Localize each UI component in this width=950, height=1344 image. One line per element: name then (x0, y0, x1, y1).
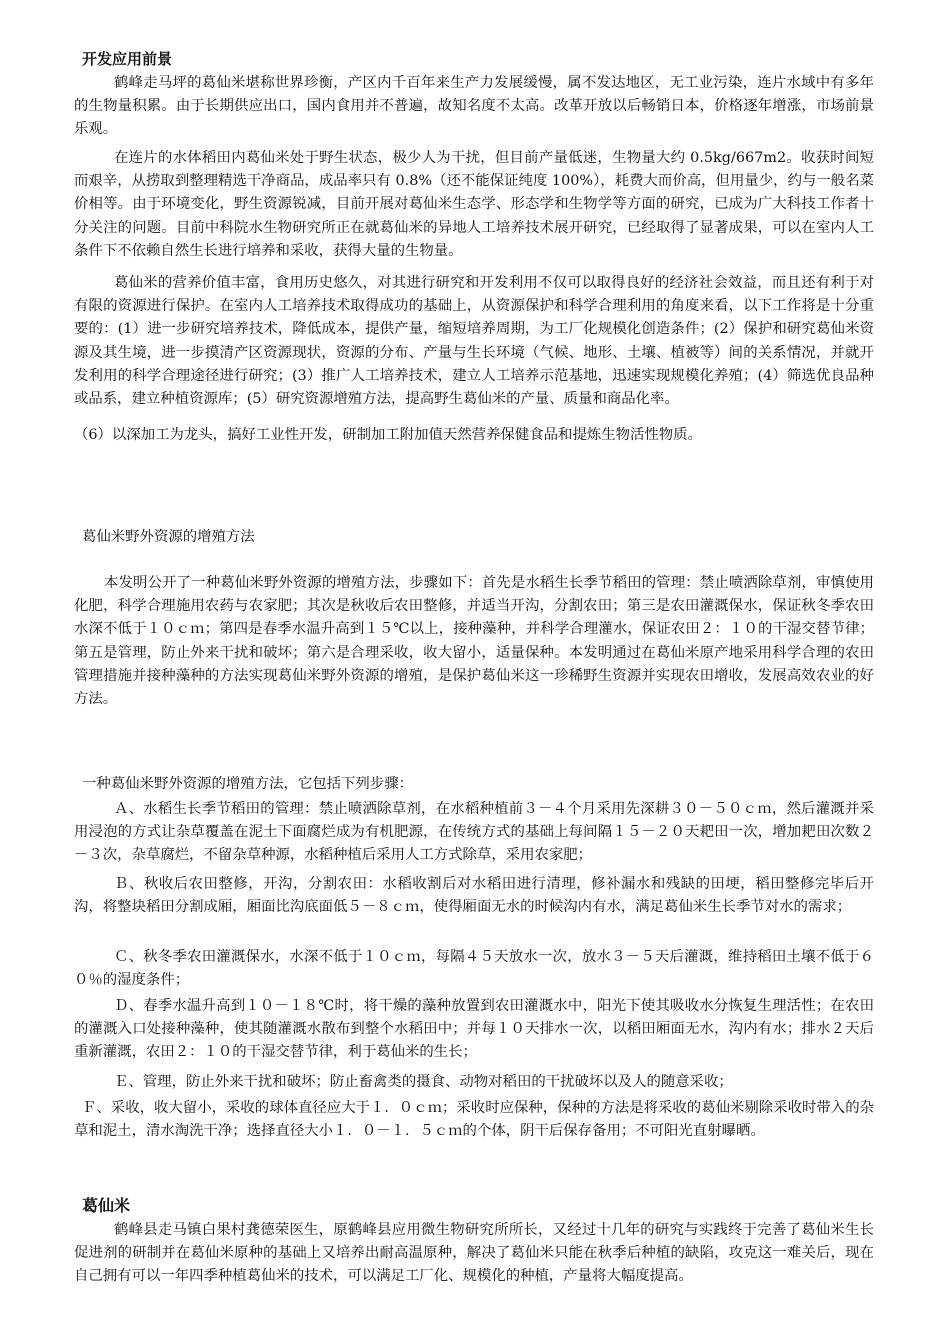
paragraph: 葛仙米的营养价值丰富，食用历史悠久，对其进行研究和开发利用不仅可以取得良好的经济社会效益，而且还有利于对有限的资源进行保护。在室内人工培养技术取得成功的基础上，从资源保护和科学合理利用的角度来看，以下工作将是十分重要的：(1）进一步研究培养技术，降低成本，提供产量，缩短培养周期，为工厂化规模化创造条件；(2）保护和研究葛仙米资源及其生境，进一步摸清产区资源现状，资源的分布、产量与生长环境（气候、地形、土壤、植被等）间的关系情况，并就开发利用的科学合理途径进行研究；(3）推广人工培养技术，建立人工培养示范基地，迅速实现规模化养殖；(4）筛选优良品种或品系，建立种植资源库；(5）研究资源增殖方法，提高野生葛仙米的产量、质量和商品化率。 (74, 275, 874, 408)
paragraph: 鹤峰走马坪的葛仙米堪称世界珍衡，产区内千百年来生产力发展缓慢，属不发达地区，无工业污染，连片水域中有多年的生物量积累。由于长期供应出口，国内食用并不普遍，故知名度不太高。改革开放以后畅销日本，价格逐年增涨，市场前景乐观。 (74, 75, 874, 138)
paragraph: 本发明公开了一种葛仙米野外资源的增殖方法，步骤如下：首先是水稻生长季节稻田的管理：禁止喷洒除草剂，审慎使用化肥，科学合理施用农药与农家肥；其次是秋收后农田整修，并适当开沟，分割农田；第三是农田灌溉保水，保证秋冬季农田水深不低于１０ｃｍ；第四是春季水温升高到１５℃以上，接种藻种，并科学合理灌水，保证农田２：１０的干湿交替节律；第五是管理，防止外来干扰和破坏；第六是合理采收，收大留小，适量保种。本发明通过在葛仙米原产地采用科学合理的农田管理措施并接种藻种的方法实现葛仙米野外资源的增殖，是保护葛仙米这一珍稀野生资源并实现农田增收，发展高效农业的好方法。 (74, 575, 874, 708)
step-item: Ｆ、采收，收大留小，采收的球体直径应大于１．０ｃｍ；采收时应保种，保种的方法是将采收的葛仙米剔除采收时带入的杂草和泥土，清水淘洗干净；选择直径大小１．０－１．５ｃｍ的个体，阴干后保存备用；不可阳光直射曝晒。 (74, 1100, 874, 1140)
section-heading: 一种葛仙米野外资源的增殖方法，它包括下列步骤： (82, 776, 413, 792)
section-heading: 葛仙米野外资源的增殖方法 (82, 529, 255, 545)
paragraph: （6）以深加工为龙头，搞好工业性开发，研制加工附加值天然营养保健食品和提炼生物活性物质。 (74, 427, 702, 443)
step-item: Ｄ、春季水温升高到１０－１８℃时，将干燥的藻种放置到农田灌溉水中，阳光下使其吸收水分恢复生理活性；在农田的灌溉入口处接种藻种，使其随灌溉水散布到整个水稻田中；并每１０天排水一次，以稻田厢面无水，沟内有水；排水２天后重新灌溉，农田２：１０的干湿交替节律，利于葛仙米的生长； (74, 998, 874, 1061)
step-item: Ａ、水稻生长季节稻田的管理：禁止喷洒除草剂，在水稻种植前３－４个月采用先深耕３０－５０ｃｍ，然后灌溉并采用浸泡的方式让杂草覆盖在泥土下面腐烂成为有机肥源，在传统方式的基础上每间隔１５－２０天耙田一次，增加耙田次数２－３次，杂草腐烂，不留杂草种源，水稻种植后采用人工方式除草，采用农家肥； (74, 801, 874, 864)
step-item: Ｃ、秋冬季农田灌溉保水，水深不低于１０ｃｍ，每隔４５天放水一次，放水３－５天后灌溉，维持稻田土壤不低于６０％的湿度条件； (74, 949, 874, 989)
paragraph: 在连片的水体稻田内葛仙米处于野生状态，极少人为干扰，但目前产量低迷，生物量大约 0.5kg/667m2。收获时间短而艰辛，从捞取到整理精选干净商品，成品率只有 0.8%（还不能保证纯度 100%），耗费大而价高，但用量少，约与一般名菜价相等。由于环境变化，野生资源锐减，目前开展对葛仙米生态学、形态学和生物学等方面的研究，已成为广大科技工作者十分关注的问题。目前中科院水生物研究所正在就葛仙米的异地人工培养技术展开研究，已经取得了显著成果，可以在室内人工条件下不依赖自然生长进行培养和采收，获得大量的生物量。 (74, 150, 874, 259)
step-item: Ｅ、管理，防止外来干扰和破坏；防止畜禽类的摄食、动物对稻田的干扰破坏以及人的随意采收； (114, 1074, 733, 1090)
step-item: Ｂ、秋收后农田整修，开沟，分割农田：水稻收割后对水稻田进行清理，修补漏水和残缺的田埂，稻田整修完毕后开沟，将整块稻田分割成厢，厢面比沟底面低５－８ｃｍ，使得厢面无水的时候沟内有水，满足葛仙米生长季节对水的需求； (74, 876, 874, 916)
paragraph: 鹤峰县走马镇白果村龚德荣医生，原鹤峰县应用微生物研究所所长，又经过十几年的研究与实践终于完善了葛仙米生长促进剂的研制并在葛仙米原种的基础上又培养出耐高温原种，解决了葛仙米只能在秋季后种植的缺陷，攻克这一难关后，现在自己拥有可以一年四季种植葛仙米的技术，可以满足工厂化、规模化的种植，产量将大幅度提高。 (74, 1222, 874, 1285)
section-heading: 开发应用前景 (82, 50, 173, 68)
section-heading: 葛仙米 (82, 1196, 131, 1215)
